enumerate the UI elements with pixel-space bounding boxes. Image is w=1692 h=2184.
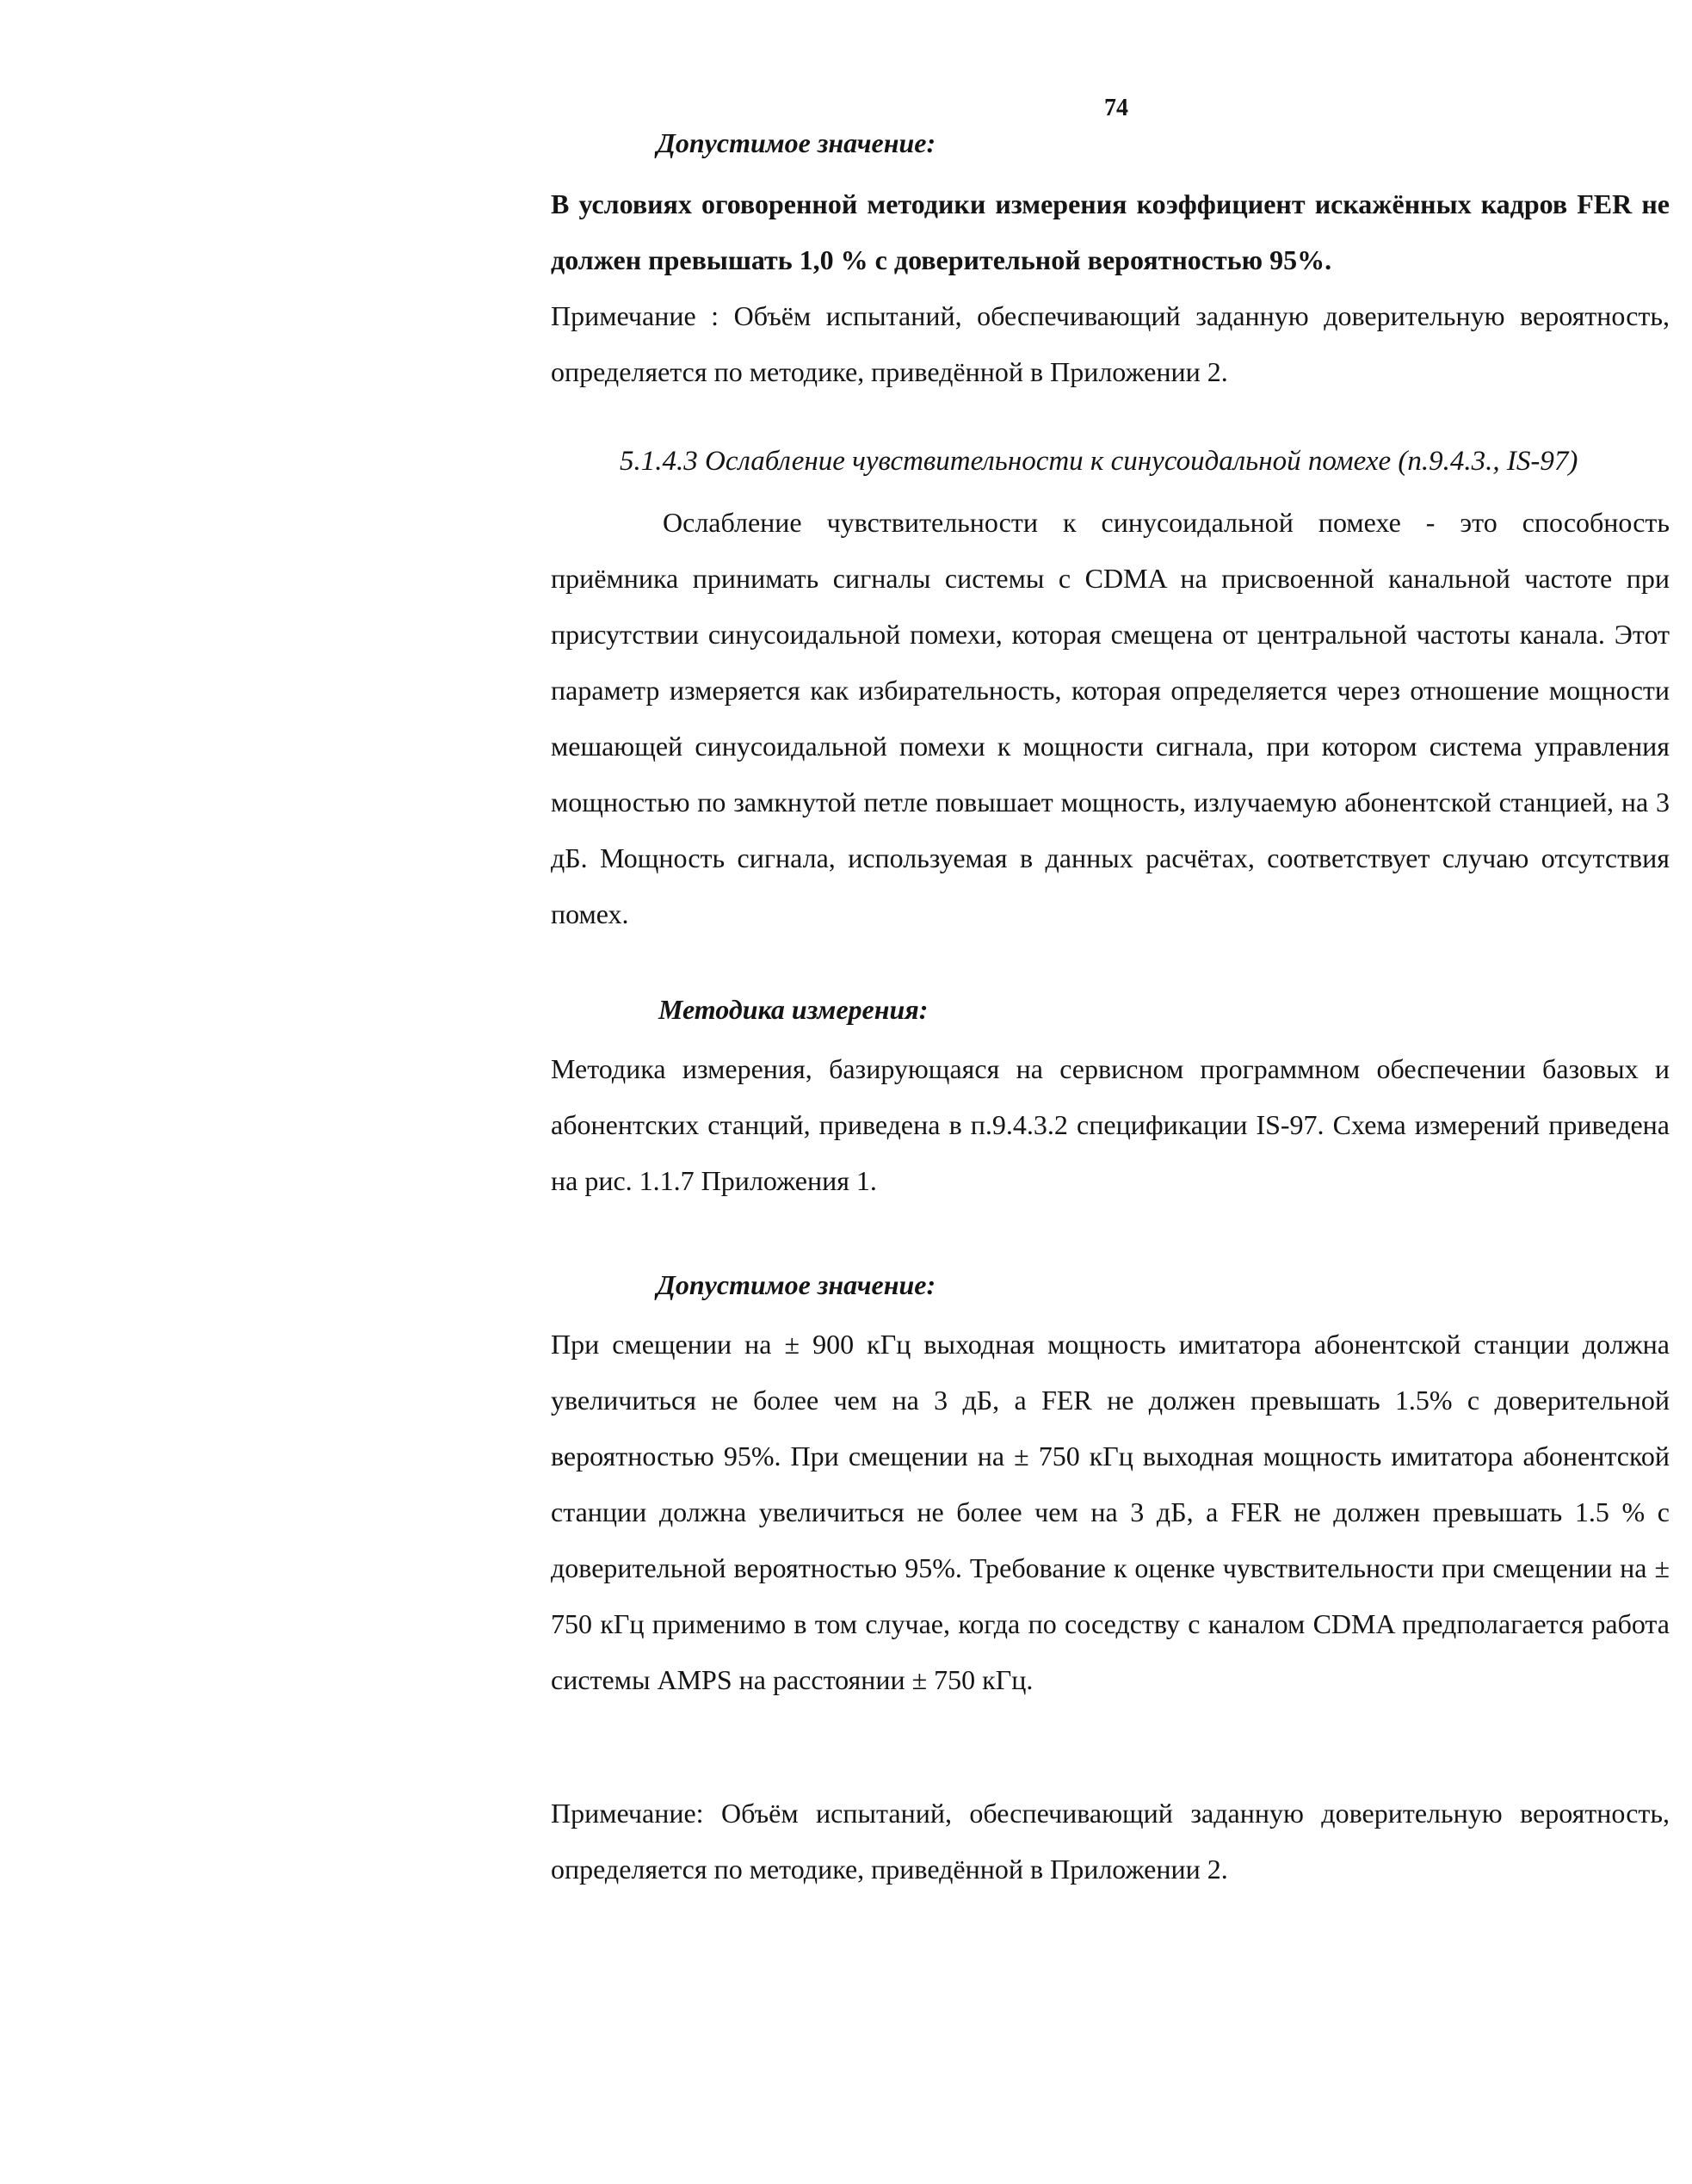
allowed-value-paragraph: В условиях оговоренной методики измерения коэффициент искажённых кадров FER не должен превышать 1,0 % с доверительной вероятностью 95%. xyxy=(551,188,1670,275)
page-number: 74 xyxy=(1104,95,1128,121)
method-paragraph: Методика измерения, базирующаяся на сервисном программном обеспечении базовых и абонентских станций, приведена в п.9.4.3.2 спецификации IS-97. Схема измерений приведена на рис. 1.1.7 Приложения 1. xyxy=(551,1053,1670,1196)
section-heading-allowed-value-2: Допустимое значение: xyxy=(657,1269,936,1300)
subsection-paragraph: Ослабление чувствительности к синусоидальной помехе - это способность приёмника принимать сигналы системы с CDMA на присвоенной канальной частоте при присутствии синусоидальной помехи, которая смещена от центральной частоты канала. Этот параметр измеряется как избирательность, которая определяется через отношение мощности мешающей синусоидальной помехи к мощности сигнала, при котором система управления мощностью по замкнутой петле повышает мощность, излучаемую абонентской станцией, на 3 дБ. Мощность сигнала, используемая в данных расчётах, соответствует случаю отсутствия помех. xyxy=(551,507,1670,929)
note-paragraph: Примечание : Объём испытаний, обеспечивающий заданную доверительную вероятность, определяется по методике, приведённой в Приложении 2. xyxy=(551,300,1670,387)
note-paragraph-2: Примечание: Объём испытаний, обеспечивающий заданную доверительную вероятность, определяется по методике, приведённой в Приложении 2. xyxy=(551,1798,1670,1885)
section-heading-allowed-value: Допустимое значение: xyxy=(657,127,936,158)
section-heading-method: Методика измерения: xyxy=(658,994,929,1025)
subsection-title: 5.1.4.3 Ослабление чувствительности к синусоидальной помехе (п.9.4.3., IS-97) xyxy=(620,446,1578,477)
allowed-value-paragraph-2: При смещении на ± 900 кГц выходная мощность имитатора абонентской станции должна увеличиться не более чем на 3 дБ, а FER не должен превышать 1.5% с доверительной вероятностью 95%. При смещении на ± 750 кГц выходная мощность имитатора абонентской станции должна увеличиться не более чем на 3 дБ, а FER не должен превышать 1.5 % с доверительной вероятностью 95%. Требование к оценке чувствительности при смещении на ± 750 кГц применимо в том случае, когда по соседству с каналом CDMA предполагается работа системы AMPS на расстоянии ± 750 кГц. xyxy=(551,1329,1670,1695)
